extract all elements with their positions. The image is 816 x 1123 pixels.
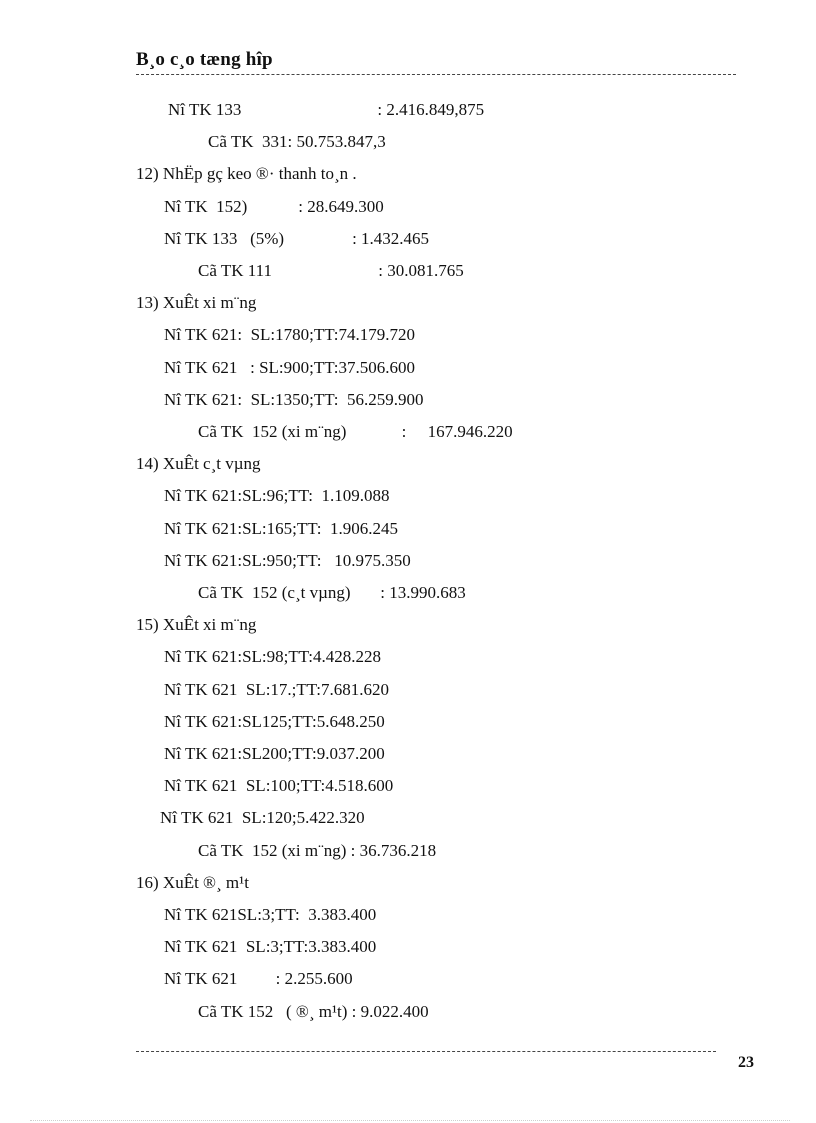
page-number: 23 (738, 1054, 754, 1071)
entry-line: Nî TK 133 : 2.416.849,875 (168, 100, 485, 119)
entry-line: Nî TK 621:SL:96;TT: 1.109.088 (164, 486, 390, 505)
entry-line: Nî TK 621:SL200;TT:9.037.200 (164, 744, 385, 763)
entry-line: Nî TK 621: SL:1780;TT:74.179.720 (164, 325, 416, 344)
entry-line: Cã TK 152 (xi m¨ng) : 167.946.220 (198, 422, 513, 441)
entry-line: Nî TK 621 SL:120;5.422.320 (160, 808, 365, 827)
section-heading: 13) XuÊt xi m¨ng (136, 293, 257, 312)
entry-line: Nî TK 621SL:3;TT: 3.383.400 (164, 905, 377, 924)
entry-line: Cã TK 111 : 30.081.765 (198, 261, 464, 280)
entry-line: Cã TK 152 (c¸t vµng) : 13.990.683 (198, 583, 466, 602)
footer-divider (136, 1051, 716, 1052)
entry-line: Nî TK 621 SL:3;TT:3.383.400 (164, 937, 377, 956)
header-divider (136, 74, 736, 75)
entry-line: Nî TK 133 (5%) : 1.432.465 (164, 229, 430, 248)
section-heading: 12) NhËp gç keo ®· thanh to¸n . (136, 164, 357, 183)
entry-line: Nî TK 152) : 28.649.300 (164, 197, 384, 216)
entry-line: Nî TK 621 SL:100;TT:4.518.600 (164, 776, 394, 795)
entry-line: Nî TK 621:SL125;TT:5.648.250 (164, 712, 385, 731)
section-heading: 14) XuÊt c¸t vµng (136, 454, 261, 473)
document-title: B¸o c¸o tæng hîp (136, 49, 273, 70)
entry-line: Cã TK 331: 50.753.847,3 (208, 132, 386, 151)
entry-line: Nî TK 621 SL:17.;TT:7.681.620 (164, 680, 390, 699)
section-heading: 16) XuÊt ®¸ m¹t (136, 873, 249, 892)
entry-line: Nî TK 621:SL:950;TT: 10.975.350 (164, 551, 411, 570)
section-heading: 15) XuÊt xi m¨ng (136, 615, 257, 634)
entry-line: Cã TK 152 (xi m¨ng) : 36.736.218 (198, 841, 437, 860)
page-edge-dotted-line (30, 1120, 790, 1121)
entry-line: Nî TK 621:SL:165;TT: 1.906.245 (164, 519, 399, 538)
entry-line: Nî TK 621 : SL:900;TT:37.506.600 (164, 358, 416, 377)
entry-line: Nî TK 621 : 2.255.600 (164, 969, 353, 988)
entry-line: Nî TK 621:SL:98;TT:4.428.228 (164, 647, 382, 666)
entry-line: Nî TK 621: SL:1350;TT: 56.259.900 (164, 390, 424, 409)
entry-line: Cã TK 152 ( ®¸ m¹t) : 9.022.400 (198, 1002, 429, 1021)
